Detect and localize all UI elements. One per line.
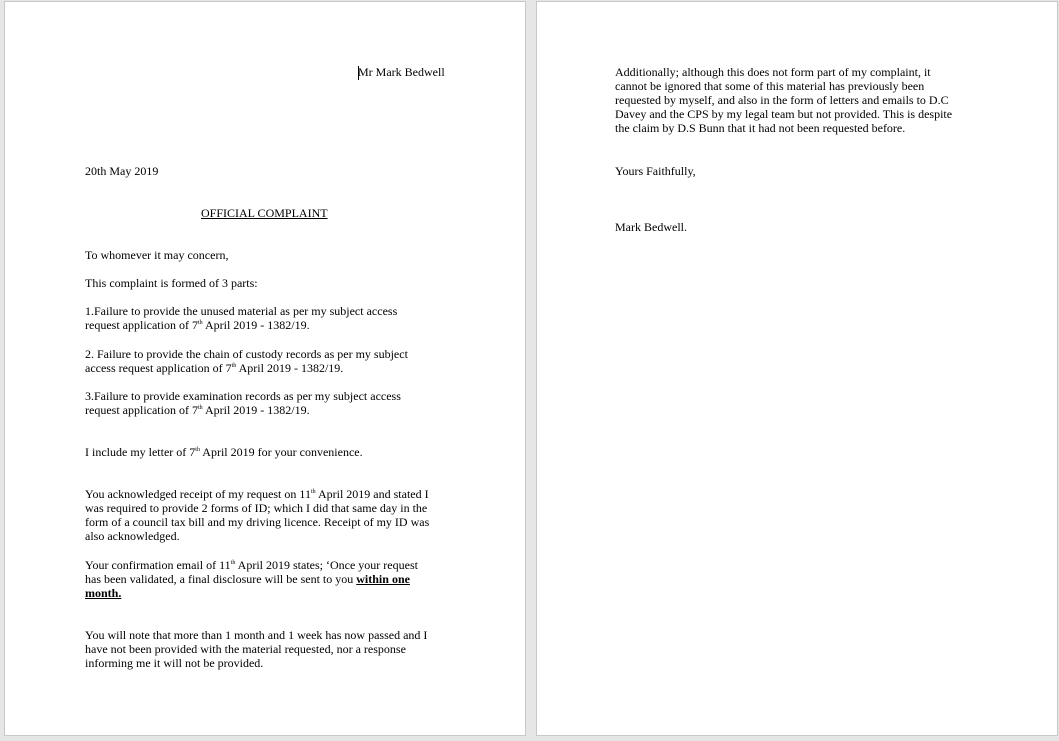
point-3-line-2: request application of 7th April 2019 - 1382/19.	[85, 403, 310, 417]
confirmation-paragraph	[85, 558, 418, 600]
letter-date: 20th May 2019	[85, 164, 159, 178]
complaint-point-2	[85, 347, 408, 375]
note-line-2: have not been provided with the material requested, nor a response	[85, 642, 406, 656]
complaint-point-1	[85, 304, 397, 332]
point-2-line-2: access request application of 7th April 2019 - 1382/19.	[85, 361, 344, 375]
point-2-line-1: 2. Failure to provide the chain of custody records as per my subject	[85, 347, 408, 361]
additional-line-5: the claim by D.S Bunn that it had not been requested before.	[615, 121, 906, 135]
ack-line-2: was required to provide 2 forms of ID; which I did that same day in the	[85, 501, 428, 515]
confirmation-line-3: month.	[85, 586, 122, 600]
confirmation-line-1: Your confirmation email of 11th April 2019 states; ‘Once your request	[85, 558, 418, 572]
bold-underlined-text: within one	[356, 572, 410, 586]
additional-line-1: Additionally; although this does not form part of my complaint, it	[615, 65, 931, 79]
additional-line-3: requested by myself, and also in the form of letters and emails to D.C	[615, 93, 949, 107]
point-3-line-1: 3.Failure to provide examination records as per my subject access	[85, 389, 401, 403]
document-page-2	[536, 1, 1058, 736]
additional-paragraph	[615, 65, 952, 135]
acknowledgement-paragraph	[85, 487, 429, 543]
point-1-line-2: request application of 7th April 2019 - 1382/19.	[85, 318, 310, 332]
note-line-3: informing me it will not be provided.	[85, 656, 264, 670]
complaint-point-3	[85, 389, 401, 417]
ack-line-1: You acknowledged receipt of my request on 11th April 2019 and stated I	[85, 487, 429, 501]
point-1-line-1: 1.Failure to provide the unused material as per my subject access	[85, 304, 398, 318]
sender-name: Mr Mark Bedwell	[358, 65, 445, 79]
ack-line-3: form of a council tax bill and my driving licence. Receipt of my ID was	[85, 515, 430, 529]
ack-line-4: also acknowledged.	[85, 529, 180, 543]
letter-enclosure-note: I include my letter of 7th April 2019 for your convenience.	[85, 445, 363, 459]
confirmation-line-2: has been validated, a final disclosure will be sent to you within one	[85, 572, 410, 586]
additional-line-4: Davey and the CPS by my legal team but not provided. This is despite	[615, 107, 953, 121]
intro-line: This complaint is formed of 3 parts:	[85, 276, 258, 290]
signature: Mark Bedwell.	[615, 220, 687, 234]
additional-line-2: cannot be ignored that some of this material has previously been	[615, 79, 925, 93]
salutation: To whomever it may concern,	[85, 248, 229, 262]
letter-heading: OFFICIAL COMPLAINT	[201, 206, 328, 220]
note-paragraph	[85, 628, 427, 670]
closing-line: Yours Faithfully,	[615, 164, 696, 178]
note-line-1: You will note that more than 1 month and 1 week has now passed and I	[85, 628, 428, 642]
document-page-1	[4, 1, 526, 736]
